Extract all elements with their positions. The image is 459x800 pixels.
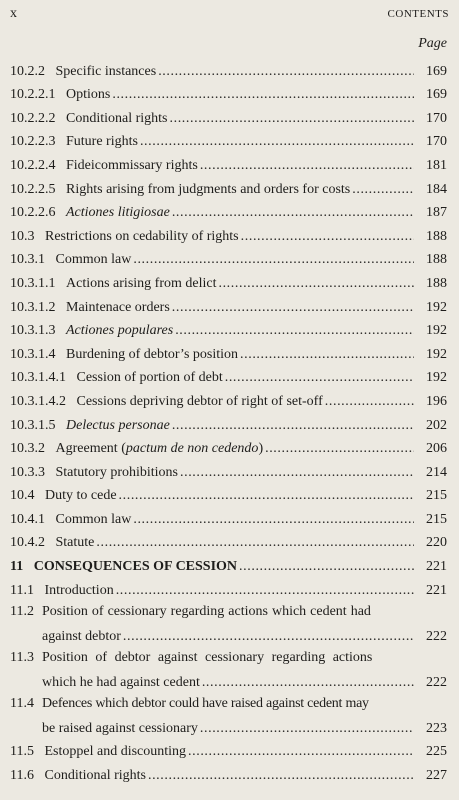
- page-folio: x: [10, 6, 17, 21]
- toc-entry[interactable]: [10, 200, 447, 224]
- entry-page: 184: [426, 181, 447, 197]
- entry-page: 220: [426, 535, 447, 551]
- entry-title-line1: Position of debtor against cessionary regarding actions: [42, 649, 373, 665]
- toc-entry[interactable]: [10, 762, 447, 786]
- entry-title-line2: be raised against cessionary: [42, 720, 198, 736]
- dot-leader: [140, 133, 414, 150]
- entry-title: Cession of portion of debt: [76, 370, 223, 386]
- dot-leader: [172, 417, 414, 434]
- dot-leader: [158, 63, 414, 80]
- entry-title: Actiones populares: [66, 323, 174, 339]
- running-title: CONTENTS: [387, 8, 449, 20]
- toc-entry[interactable]: [10, 506, 447, 530]
- toc-entry[interactable]: [10, 577, 447, 601]
- toc-entry[interactable]: [10, 693, 447, 739]
- toc-entry[interactable]: [10, 223, 447, 247]
- entry-number: 10.2.2.6: [10, 205, 56, 221]
- entry-page: 222: [426, 628, 447, 644]
- toc-list: [10, 58, 447, 786]
- toc-entry[interactable]: [10, 483, 447, 507]
- toc-entry[interactable]: [10, 129, 447, 153]
- dot-leader: [172, 204, 414, 221]
- toc-entry[interactable]: [10, 459, 447, 483]
- entry-title: Delectus personae: [66, 417, 170, 433]
- dot-leader: [225, 369, 414, 386]
- toc-entry[interactable]: [10, 270, 447, 294]
- dot-leader: [133, 511, 414, 528]
- toc-entry[interactable]: [10, 601, 447, 647]
- entry-title: Burdening of debtor’s position: [66, 346, 239, 362]
- toc-entry[interactable]: [10, 105, 447, 129]
- entry-number: 10.3.1.2: [10, 299, 56, 315]
- toc-entry[interactable]: [10, 294, 447, 318]
- entry-title-line1: Position of cessionary regarding actions which cedent had: [42, 603, 371, 619]
- entry-number: 11: [10, 559, 24, 575]
- entry-number: 10.3.1.4.1: [10, 370, 66, 386]
- entry-page: 206: [426, 441, 447, 457]
- entry-page: 192: [426, 323, 447, 339]
- entry-number: 10.2.2.4: [10, 157, 56, 173]
- entry-number: 10.4.1: [10, 511, 45, 527]
- entry-title: Restrictions on cedability of rights: [45, 228, 239, 244]
- dot-leader: [119, 487, 414, 504]
- entry-page: 170: [426, 110, 447, 126]
- entry-title: Statutory prohibitions: [55, 464, 178, 480]
- toc-entry[interactable]: [10, 82, 447, 106]
- entry-number: 11.6: [10, 767, 34, 783]
- entry-number: 10.3.1.5: [10, 417, 56, 433]
- entry-title: Statute: [55, 535, 95, 551]
- toc-entry[interactable]: [10, 341, 447, 365]
- entry-number: 10.2.2.3: [10, 134, 56, 150]
- entry-title: Specific instances: [55, 63, 157, 79]
- dot-leader: [172, 299, 414, 316]
- toc-entry[interactable]: [10, 388, 447, 412]
- entry-number: 10.2.2.5: [10, 181, 56, 197]
- entry-title: Introduction: [44, 582, 114, 598]
- dot-leader: [240, 346, 414, 363]
- entry-title: Cessions depriving debtor of right of set-off: [76, 393, 323, 409]
- entry-number: 10.3.1: [10, 252, 45, 268]
- toc-entry[interactable]: [10, 412, 447, 436]
- entry-title: Actiones litigiosae: [66, 205, 170, 221]
- dot-leader: [96, 534, 414, 551]
- dot-leader: [170, 110, 415, 127]
- entry-title: Options: [66, 87, 111, 103]
- entry-page: 192: [426, 346, 447, 362]
- dot-leader: [148, 767, 414, 784]
- dot-leader: [116, 582, 414, 599]
- dot-leader: [241, 228, 414, 245]
- entry-title: Agreement (: [55, 441, 126, 457]
- entry-number: 10.3.1.4.2: [10, 393, 66, 409]
- dot-leader: [175, 322, 414, 339]
- entry-title: Rights arising from judgments and orders for costs: [66, 181, 351, 197]
- toc-entry[interactable]: [10, 436, 447, 460]
- dot-leader: [352, 181, 414, 198]
- entry-page: 187: [426, 205, 447, 221]
- entry-page: 170: [426, 134, 447, 150]
- entry-title: CONSEQUENCES OF CESSION: [33, 559, 238, 575]
- entry-title-line2: against debtor: [42, 628, 121, 644]
- dot-leader: [325, 393, 414, 410]
- entry-page: 169: [426, 63, 447, 79]
- dot-leader: [218, 275, 414, 292]
- entry-title-line1: Defences which debtor could have raised against cedent may: [42, 695, 369, 711]
- dot-leader: [202, 674, 414, 691]
- entry-number: 10.3.1.4: [10, 346, 56, 362]
- entry-page: 169: [426, 87, 447, 103]
- entry-page: 202: [426, 417, 447, 433]
- page-column-label: Page: [418, 36, 447, 51]
- entry-page: 222: [426, 674, 447, 690]
- toc-entry[interactable]: [10, 647, 447, 693]
- entry-number: 10.2.2.2: [10, 110, 56, 126]
- entry-page: 192: [426, 370, 447, 386]
- entry-page: 225: [426, 744, 447, 760]
- toc-entry[interactable]: [10, 365, 447, 389]
- entry-title: Common law: [55, 252, 132, 268]
- entry-page: 192: [426, 299, 447, 315]
- toc-entry[interactable]: [10, 318, 447, 342]
- entry-title: Maintenace orders: [66, 299, 170, 315]
- entry-page: 188: [426, 228, 447, 244]
- entry-title-tail: ): [258, 441, 264, 457]
- entry-number: 11.3: [10, 649, 34, 665]
- running-head: [10, 6, 449, 22]
- entry-title-italic: pactum de non cedendo: [125, 441, 259, 457]
- dot-leader: [188, 743, 414, 760]
- entry-page: 215: [426, 511, 447, 527]
- entry-title: Estoppel and discounting: [44, 744, 187, 760]
- entry-title: Conditional rights: [66, 110, 168, 126]
- entry-number: 11.2: [10, 603, 34, 619]
- dot-leader: [239, 558, 414, 575]
- entry-title: Fideicommissary rights: [66, 157, 198, 173]
- entry-number: 11.1: [10, 582, 34, 598]
- entry-title: Actions arising from delict: [66, 275, 217, 291]
- toc-entry[interactable]: [10, 530, 447, 554]
- dot-leader: [112, 86, 414, 103]
- dot-leader: [200, 157, 414, 174]
- entry-page: 188: [426, 275, 447, 291]
- entry-page: 196: [426, 393, 447, 409]
- entry-number: 10.3.2: [10, 441, 45, 457]
- entry-number: 11.5: [10, 744, 34, 760]
- dot-leader: [180, 464, 414, 481]
- entry-page: 221: [426, 559, 447, 575]
- dot-leader: [265, 440, 414, 457]
- entry-title: Future rights: [66, 134, 138, 150]
- entry-page: 227: [426, 767, 447, 783]
- entry-number: 10.3.1.3: [10, 323, 56, 339]
- toc-entry[interactable]: [10, 176, 447, 200]
- entry-page: 221: [426, 582, 447, 598]
- entry-title: Conditional rights: [44, 767, 146, 783]
- toc-entry[interactable]: [10, 247, 447, 271]
- entry-page: 181: [426, 157, 447, 173]
- entry-page: 223: [426, 720, 447, 736]
- toc-entry[interactable]: [10, 152, 447, 176]
- entry-title: Common law: [55, 511, 132, 527]
- entry-number: 10.3: [10, 228, 35, 244]
- toc-chapter-entry[interactable]: [10, 553, 447, 577]
- entry-title-line2: which he had against cedent: [42, 674, 200, 690]
- toc-entry[interactable]: [10, 58, 447, 82]
- entry-number: 10.2.2: [10, 63, 45, 79]
- entry-page: 188: [426, 252, 447, 268]
- entry-page: 215: [426, 488, 447, 504]
- entry-title: Duty to cede: [45, 488, 117, 504]
- entry-number: 11.4: [10, 695, 34, 711]
- dot-leader: [123, 628, 414, 645]
- entry-page: 214: [426, 464, 447, 480]
- dot-leader: [200, 720, 414, 737]
- entry-number: 10.3.1.1: [10, 275, 56, 291]
- entry-number: 10.4.2: [10, 535, 45, 551]
- entry-number: 10.3.3: [10, 464, 45, 480]
- entry-number: 10.4: [10, 488, 35, 504]
- toc-entry[interactable]: [10, 739, 447, 763]
- entry-number: 10.2.2.1: [10, 87, 56, 103]
- dot-leader: [133, 251, 414, 268]
